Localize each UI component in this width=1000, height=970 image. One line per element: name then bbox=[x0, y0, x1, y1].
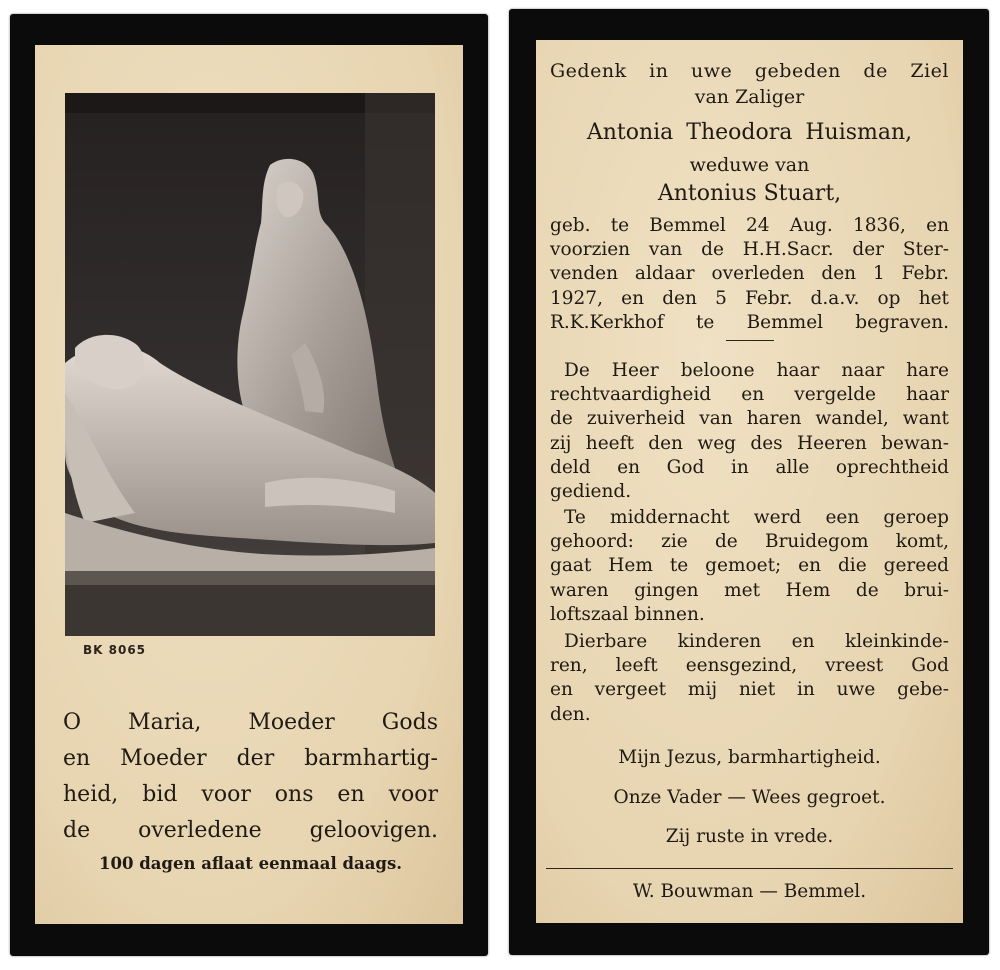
rest-in-peace: Zij ruste in vrede. bbox=[665, 826, 834, 847]
prayer-line: de overledene geloovigen. bbox=[63, 818, 438, 843]
divider-short bbox=[726, 340, 774, 341]
verse-line: gehoord: zie de Bruidegom komt, bbox=[550, 531, 949, 553]
bio-line: 1927, en den 5 Febr. d.a.v. op het bbox=[550, 287, 949, 309]
printer-credit: W. Bouwman — Bemmel. bbox=[632, 881, 867, 902]
verse-line: gediend. bbox=[550, 481, 632, 503]
prayers-line: Onze Vader — Wees gegroet. bbox=[613, 787, 886, 808]
bio-line: R.K.Kerkhof te Bemmel begraven. bbox=[550, 311, 949, 333]
verse-line: ren, leeft eensgezind, vreest God bbox=[550, 655, 949, 677]
intro-line: Gedenk in uwe gebeden de Ziel bbox=[550, 60, 949, 82]
widow-of: weduwe van bbox=[689, 154, 810, 176]
bio-line: voorzien van de H.H.Sacr. der Ster- bbox=[550, 239, 949, 261]
verse-1 bbox=[550, 359, 949, 504]
verse-line: deld en God in alle oprechtheid bbox=[550, 456, 949, 478]
verse-line: De Heer beloone haar naar hare bbox=[564, 360, 949, 381]
memorial-card-front bbox=[10, 14, 488, 956]
prayer-line: heid, bid voor ons en voor bbox=[63, 782, 438, 807]
verse-line: Dierbare kinderen en kleinkinde- bbox=[564, 631, 949, 652]
verse-3 bbox=[550, 630, 949, 727]
pieta-illustration bbox=[65, 93, 435, 636]
bio-line: geb. te Bemmel 24 Aug. 1836, en bbox=[550, 215, 949, 236]
intro-line: van Zaliger bbox=[694, 86, 805, 108]
ejaculation: Mijn Jezus, barmhartigheid. bbox=[618, 747, 881, 768]
memorial-card-back bbox=[509, 9, 989, 955]
verse-line: de zuiverheid van haren wandel, want bbox=[550, 408, 949, 430]
verse-line: zij heeft den weg des Heeren bewan- bbox=[550, 432, 949, 454]
prayer-line: en Moeder der barmhartig- bbox=[63, 746, 438, 771]
intro-text bbox=[550, 58, 949, 110]
verse-line: gaat Hem te gemoet; en die gereed bbox=[550, 555, 949, 577]
indulgence-note: 100 dagen aflaat eenmaal daags. bbox=[99, 854, 402, 873]
pieta-photograph bbox=[65, 93, 435, 636]
prayer-line: O Maria, Moeder Gods bbox=[63, 710, 438, 735]
bio-line: venden aldaar overleden den 1 Febr. bbox=[550, 263, 949, 285]
verse-line: en vergeet mij niet in uwe gebe- bbox=[550, 679, 949, 701]
photo-code: BK 8065 bbox=[83, 643, 147, 657]
marian-prayer bbox=[63, 705, 438, 879]
divider-long bbox=[546, 868, 953, 869]
verse-line: Te middernacht werd een geroep bbox=[564, 507, 949, 528]
card-paper-front bbox=[35, 45, 463, 924]
verse-line: den. bbox=[550, 703, 591, 725]
spouse-name: Antonius Stuart, bbox=[657, 181, 842, 206]
verse-line: loftszaal binnen. bbox=[550, 603, 705, 625]
verse-line: waren gingen met Hem de brui- bbox=[550, 579, 949, 601]
verse-2 bbox=[550, 506, 949, 627]
card-paper-back bbox=[536, 40, 963, 923]
biography bbox=[550, 214, 949, 335]
verse-line: rechtvaardigheid en vergelde haar bbox=[550, 384, 949, 406]
deceased-name: Antonia Theodora Huisman, bbox=[586, 120, 913, 145]
